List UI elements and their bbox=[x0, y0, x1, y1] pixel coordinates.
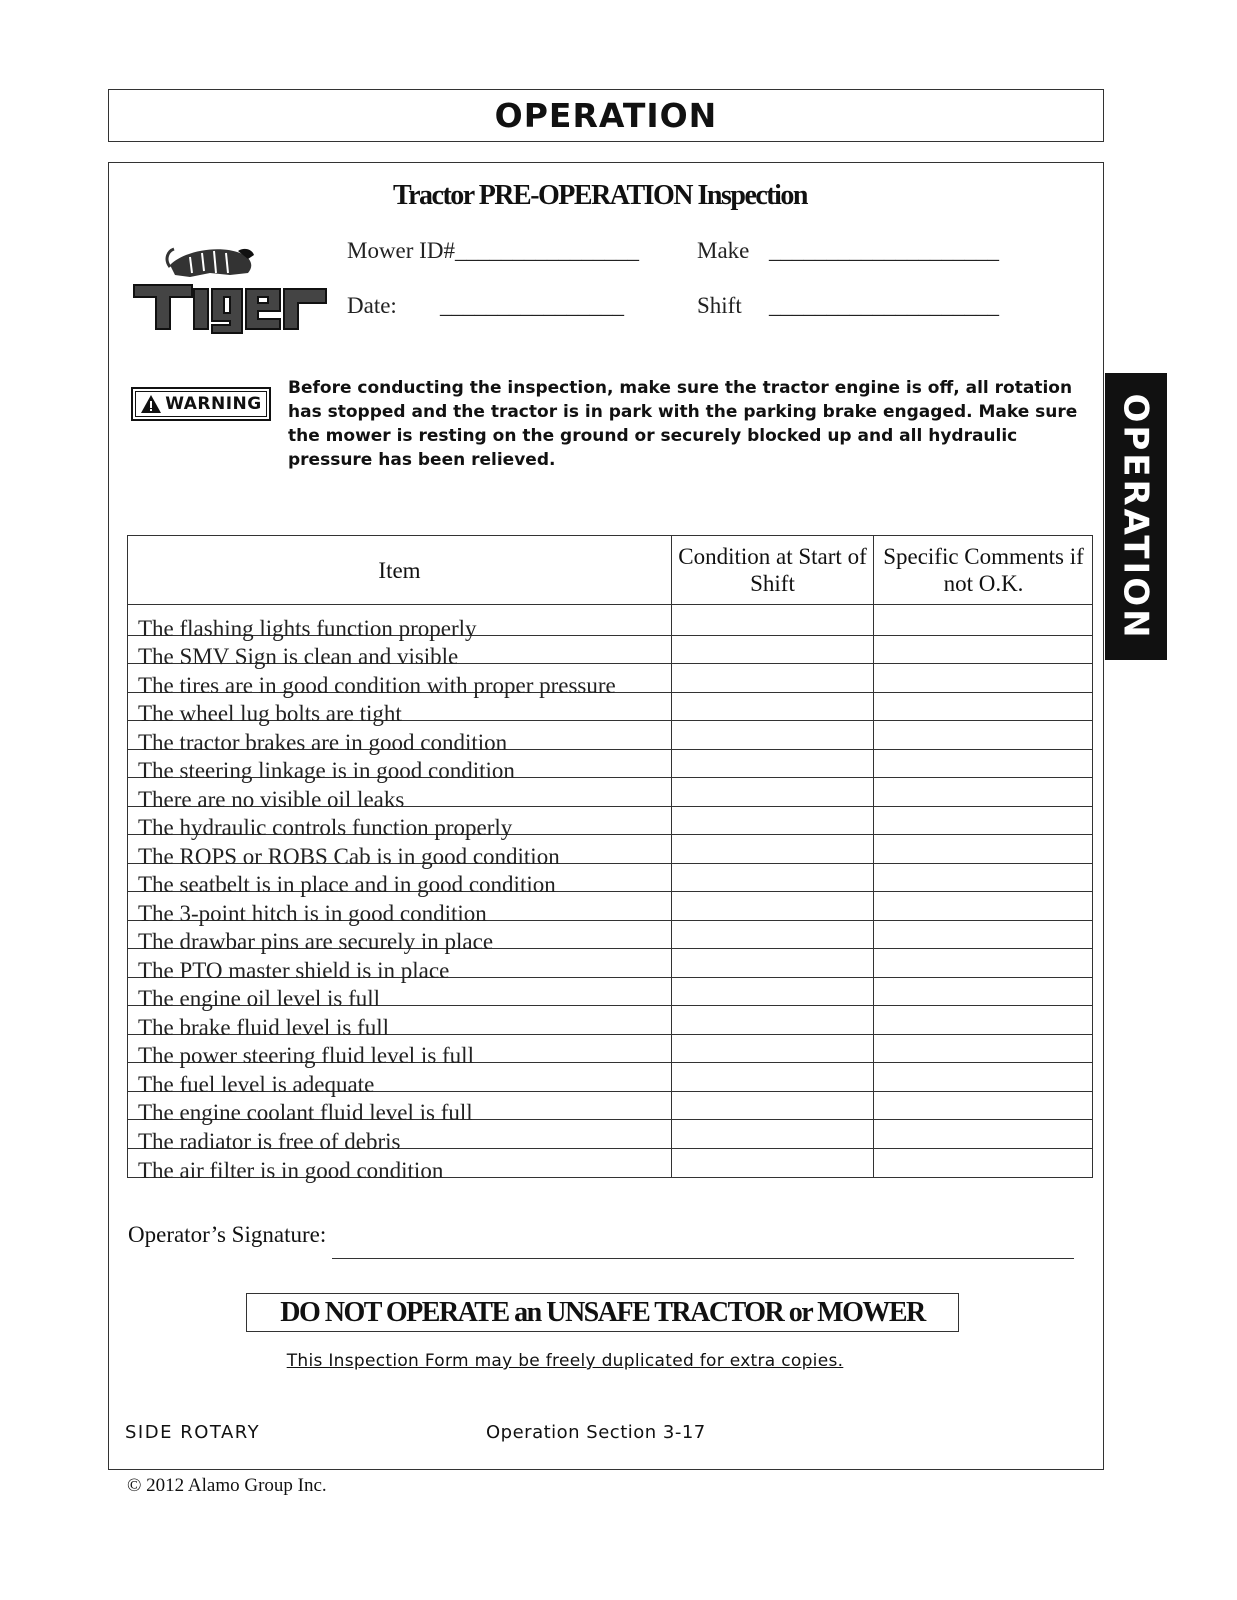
tiger-logo bbox=[130, 245, 330, 335]
page-header bbox=[108, 89, 1104, 142]
table-row bbox=[128, 1006, 1092, 1040]
date-label: Date: bbox=[347, 293, 397, 318]
row-item-label: The power steering fluid level is full bbox=[138, 1043, 474, 1068]
row-item-label: The drawbar pins are securely in place bbox=[138, 929, 494, 954]
row-item-label: The fuel level is adequate bbox=[138, 1071, 375, 1097]
row-item-label: The brake fluid level is full bbox=[138, 1014, 390, 1040]
copyright: © 2012 Alamo Group Inc. bbox=[127, 1475, 327, 1496]
table-row bbox=[128, 693, 1092, 726]
table-row bbox=[128, 1092, 1092, 1125]
side-tab-label: OPERATION bbox=[1116, 392, 1157, 641]
tiger-icon bbox=[167, 249, 254, 277]
warning-label: WARNING bbox=[165, 394, 262, 414]
table-row bbox=[128, 721, 1092, 755]
footer-section: Operation Section 3-17 bbox=[486, 1422, 706, 1443]
duplication-note: This Inspection Form may be freely duplicated for extra copies. bbox=[286, 1351, 844, 1371]
row-item-label: The ROPS or ROBS Cab is in good condition bbox=[138, 843, 560, 869]
warning-badge bbox=[131, 387, 271, 421]
table-row bbox=[128, 664, 1092, 698]
row-item-label: The PTO master shield is in place bbox=[138, 957, 450, 983]
table-row bbox=[128, 607, 1092, 641]
table-row bbox=[128, 1035, 1092, 1068]
table-row bbox=[128, 835, 1092, 869]
row-item-label: The radiator is free of debris bbox=[138, 1128, 401, 1154]
section-side-tab bbox=[1105, 373, 1167, 660]
row-item-label: The hydraulic controls function properly bbox=[138, 815, 513, 840]
tiger-wordmark bbox=[134, 285, 326, 333]
footer-product: SIDE ROTARY bbox=[125, 1422, 261, 1443]
row-item-label: The engine coolant fluid level is full bbox=[138, 1100, 473, 1125]
table-row bbox=[128, 1149, 1092, 1183]
table-row bbox=[128, 1063, 1092, 1097]
make-blank: ____________________ bbox=[769, 238, 999, 263]
table-row bbox=[128, 892, 1092, 926]
warning-text: Before conducting the inspection, make sure the tractor engine is off, all rotation has stopped and the tractor is in park with the parking brake engaged. Make sure the mower is resting on the ground or securely blocked up and all hydraulic pressure has been relieved. bbox=[288, 378, 1078, 470]
caution-text: DO NOT OPERATE an UNSAFE TRACTOR or MOWER bbox=[280, 1296, 925, 1328]
row-item-label: The engine oil level is full bbox=[138, 986, 381, 1011]
caution-banner bbox=[246, 1293, 959, 1332]
form-title: Tractor PRE-OPERATION Inspection bbox=[393, 180, 807, 211]
make-label: Make bbox=[697, 238, 750, 263]
column-header-condition: Condition at Start of Shift bbox=[678, 544, 867, 596]
table-row bbox=[128, 636, 1092, 669]
table-row bbox=[128, 949, 1092, 983]
date-blank: ________________ bbox=[440, 293, 624, 318]
table-row bbox=[128, 864, 1092, 897]
row-item-label: The seatbelt is in place and in good condition bbox=[138, 872, 556, 897]
row-item-label: The 3-point hitch is in good condition bbox=[138, 900, 487, 926]
table-row bbox=[128, 807, 1092, 840]
table-row bbox=[128, 778, 1092, 812]
row-item-label: The tractor brakes are in good condition bbox=[138, 729, 508, 755]
table-row bbox=[128, 921, 1092, 954]
table-row bbox=[128, 750, 1092, 783]
shift-label: Shift bbox=[697, 293, 742, 318]
column-header-comments: Specific Comments if not O.K. bbox=[883, 544, 1084, 596]
row-item-label: There are no visible oil leaks bbox=[138, 786, 405, 812]
row-item-label: The steering linkage is in good condition bbox=[138, 758, 515, 783]
column-header-item: Item bbox=[378, 557, 421, 583]
row-item-label: The tires are in good condition with proper pressure bbox=[138, 672, 616, 698]
page-title: OPERATION bbox=[494, 96, 718, 135]
mower-id-field: Mower ID#________________ bbox=[347, 238, 639, 263]
inspection-table bbox=[127, 535, 1093, 1183]
row-item-label: The air filter is in good condition bbox=[138, 1158, 444, 1183]
table-row bbox=[128, 978, 1092, 1011]
row-item-label: The wheel lug bolts are tight bbox=[138, 701, 402, 726]
signature-label: Operator’s Signature: bbox=[128, 1222, 327, 1247]
shift-blank: ____________________ bbox=[769, 293, 999, 318]
row-item-label: The SMV Sign is clean and visible bbox=[138, 644, 459, 669]
row-item-label: The flashing lights function properly bbox=[138, 615, 477, 641]
signature-line[interactable] bbox=[332, 1258, 1074, 1259]
table-row bbox=[128, 1120, 1092, 1154]
